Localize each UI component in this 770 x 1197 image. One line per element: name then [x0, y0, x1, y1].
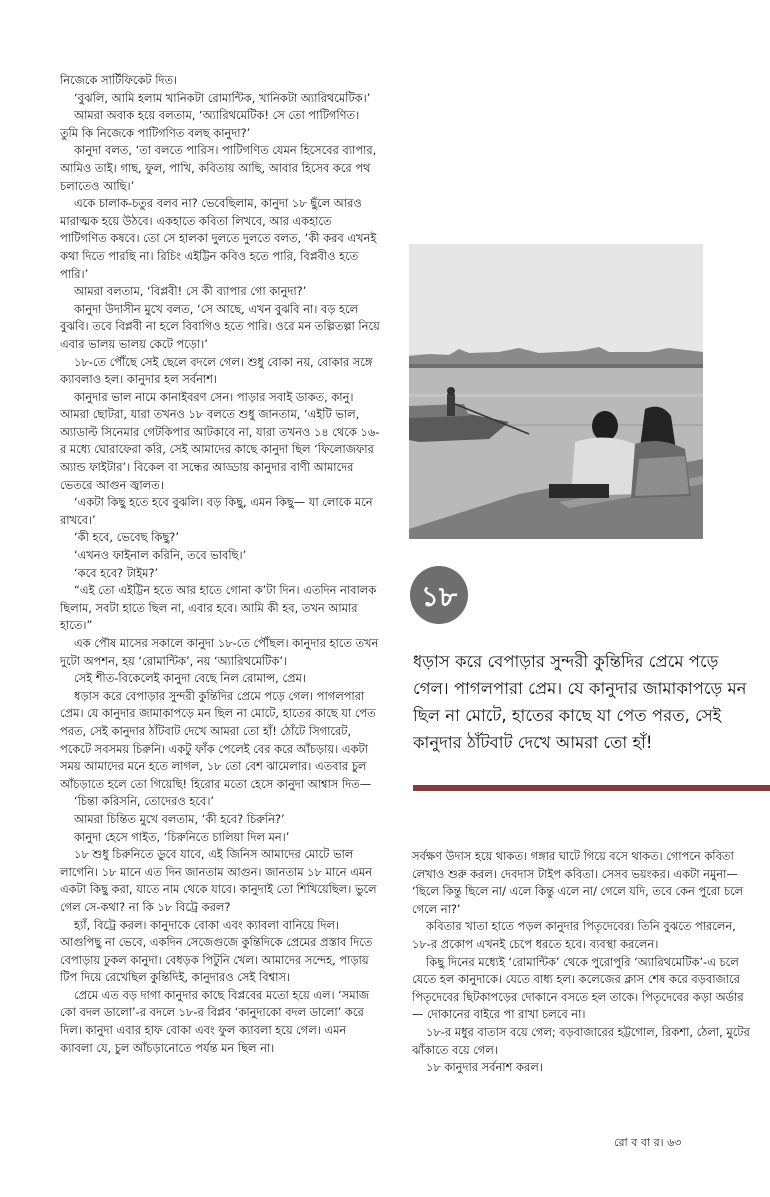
paragraph: কবিতার খাতা হাতে পড়ল কানুদার পিতৃদেবের। তিনি বুঝতে পারলেন, ১৮-র প্রকোপ এখনই চেপে ধরতে হবে। ব্যবস্থা করলেন। — [412, 919, 736, 951]
page-folio: রো ব বা র। ৬৩ — [614, 1136, 682, 1149]
paragraph: আমরা বলতাম, ‘বিপ্লবী! সে কী ব্যাপার গো কানুদা?’ — [74, 284, 307, 299]
paragraph: আমরা চিন্তিত মুখে বলতাম, ‘কী হবে? চিরুনি?’ — [74, 811, 285, 826]
paragraph: সর্বক্ষণ উদাস হয়ে থাকত। গঙ্গার ঘাটে গিয়ে বসে থাকত। গোপনে কবিতা লেখাও শুরু করল। দেবদাস টাইপ কবিতা। সেসব ভয়ংকর। একটা নমুনা— ‘ছিলে কিন্তু ছিলে না/ এলে কিন্তু এলে না/ গেলে যদি, তবে কেন পুরো চলে গেলে না?’ — [412, 849, 744, 916]
eighteen-logo-icon — [409, 565, 469, 625]
paragraph: ‘একটা কিছু হতে হবে বুঝলি। বড় কিছু, এমন কিছু— যা লোকে মনে রাখবে।’ — [60, 495, 373, 527]
paragraph: ‘কী হবে, ভেবেছ কিছু?’ — [74, 530, 179, 545]
paragraph: কিছু দিনের মধ্যেই ‘রোমান্টিক’ থেকে পুরোপুরি ‘অ্যারিথমেটিক’-এ চলে যেতে হল কানুদাকে। যেতে বাধ্য হল। কলেজের ক্লাস শেষ করে বড়বাজারে পিতৃদেবের ছিটকাপড়ের দোকানে বসতে হল তাকে। পিতৃদেবের কড়া অর্ডার— দোকানের বাইরে পা রাখা চলবে না। — [412, 954, 744, 1022]
article-column-right — [412, 848, 750, 1077]
paragraph: হ্যাঁ, বিট্রে করল। কানুদাকে বোকা এবং ক্যাবলা বানিয়ে দিল। আগুপিছু না ভেবে, একদিন সেজেগুজে কুন্তিদিকে প্রেমের প্রস্তাব দিতে বেপাড়ায় ঢুকল কানুদা। বেধড়ক পিটুনি খেল। আমাদের সন্দেহ, পাড়ায় টিপ দিয়ে রেখেছিল কুন্তিদিই, কানুদারও সেই বিশ্বাস। — [60, 917, 373, 985]
paragraph: নিজেকে সার্টিফিকেট দিত। — [60, 73, 178, 87]
paragraph: আমরা অবাক হয়ে বলতাম, ‘অ্যারিথমেটিক! সে তো পাটিগণিত। তুমি কি নিজেকে পাটিগণিত বলছ কানুদা?’ — [60, 108, 360, 140]
paragraph: একে চালাক-চতুর বলব না? ভেবেছিলাম, কানুদা ১৮ ছুঁলে আরও মারাত্মক হয়ে উঠবে। একহাতে কবিতা লিখবে, আর একহাতে পাটিগণিত কষবে। তো সে হালকা দুলতে দুলতে বলত, ‘কী করব এখনই কথা দিতে পারছি না। রিচিং এইট্টিন কবিও হতে পারি, বিপ্লবীও হতে পারি।’ — [60, 196, 377, 281]
paragraph: “এই তো এইট্টিন হতে আর হাতে গোনা ক’টা দিন। এতদিন নাবালক ছিলাম, সবটা হাতে ছিল না, এবার হবে। আমি কী হব, তখন আমার হাতে।” — [60, 583, 377, 633]
paragraph: ধড়াস করে বেপাড়ার সুন্দরী কুন্তিদির প্রেমে পড়ে গেল। পাগলপারা প্রেম। যে কানুদার জামাকাপড়ে মন ছিল না মোটে, হাতের কাছে যা পেত পরত, সেই কানুদার ঠাঁটবাট দেখে আমরা তো হাঁ! ঠোঁটে সিগারেট, পকেটে সবসময় চিরুনি। একটু ফাঁক পেলেই বের করে আঁচড়ায়। একটা সময় আমাদের মনে হতে লাগল, ১৮ তো বেশ ঝামেলার। এতবার চুল আঁচড়াতে হলে তো গিয়েছি! হিরোর মতো হেসে কানুদা আশ্বাস দিত— — [60, 688, 376, 791]
paragraph: ১৮-র মধুর বাতাস বয়ে গেল; বড়বাজারের হট্টগোল, রিকশা, ঠেলা, মুটের ঝাঁকাতে বয়ে গেল। — [412, 1024, 750, 1057]
eighteen-logo — [409, 565, 469, 629]
paragraph: কানুদা উদাসীন মুখে বলত, ‘সে আছে, এখন বুঝবি না। বড় হলে বুঝবি। তবে বিপ্লবী না হলে বিবাগিও হতে পারি। ওরে মন তল্পিতল্পা নিয়ে এবার ভালয় ভালয় কেটে পড়ো।’ — [60, 301, 380, 351]
paragraph: ১৮ কানুদার সর্বনাশ করল। — [426, 1060, 543, 1075]
paragraph: ‘কবে হবে? টাইম?’ — [74, 565, 159, 580]
paragraph: কানুদা হেসে গাইত, ‘চিরুনিতে চালিয়া দিল মন।’ — [74, 829, 290, 844]
paragraph: ‘এখনও ফাইনাল করিনি, তবে ভাবছি।’ — [74, 548, 247, 563]
paragraph: সেই শীত-বিকেলেই কানুদা বেছে নিল রোমান্স, প্রেম। — [74, 671, 306, 686]
paragraph: ১৮-তে পৌঁছে সেই ছেলে বদলে গেল। শুধু বোকা নয়, বোকার সঙ্গে ক্যাবলাও হল। কানুদার হল সর্বনাশ। — [60, 354, 373, 387]
paragraph: প্রেমে এত বড় দাগা কানুদার কাছে বিপ্লবের মতো হয়ে এল। ‘সমাজ কো বদল ডালো’-র বদলে ১৮-র বিপ্লব ‘কানুদাকো বদল ডালো’ করে দিল। কানুদা এবার হাফ বোকা এবং ফুল ক্যাবলা হয়ে গেল। এমন ক্যাবলা যে, চুল আঁচড়ানোতে পর্যন্ত মন ছিল না। — [60, 987, 370, 1055]
paragraph: কানুদা বলত, ‘তা বলতে পারিস। পাটিগণিত যেমন হিসেবের ব্যাপার, আমিও তাই। গাছ, ফুল, পাখি, কবিতায় আছি, আবার হিসেব করে পথ চলাতেও আছি।’ — [60, 143, 377, 193]
pull-quote: ধড়াস করে বেপাড়ার সুন্দরী কুন্তিদির প্রেমে পড়ে গেল। পাগলপারা প্রেম। যে কানুদার জামাকাপড়ে মন ছিল না মোটে, হাতের কাছে যা পেত পরত, সেই কানুদার ঠাঁটবাট দেখে আমরা তো হাঁ! — [413, 652, 747, 752]
paragraph: কানুদার ভাল নামে কানাইবরণ সেন। পাড়ার সবাই ডাকত, কানু। আমরা ছোটরা, যারা তখনও ১৮ বলতে শুধু জানতাম, ‘এইটি ভাল, অ্যাডাল্ট সিনেমার গেটকিপার আটকাবে না, যারা তখনও ১৪ থেকে ১৬-র মধ্যে ঘোরাফেরা করি, সেই আমাদের কাছে কানুদা ছিল ‘ফিলোজফার অ্যান্ড ফাইটার’। বিকেল বা সন্ধের আড্ডায় কানুদার বাণী আমাদের ভেতরে আগুন জ্বালত। — [60, 389, 380, 492]
paragraph: ‘চিন্তা করিসনি, তোদেরও হবে।’ — [74, 794, 215, 809]
logo-glyph: ১৮ — [420, 580, 458, 613]
river-scene-image — [409, 244, 703, 539]
section-rule — [413, 785, 770, 791]
paragraph: ১৮ শুধু চিরুনিতে ডুবে যাবে, এই জিনিস আমাদের মোটে ভাল লাগেনি। ১৮ মানে এত দিন জানতাম আগুন। জানতাম ১৮ মানে এমন একটা কিছু করা, যাতে নাম থেকে যাবে। কানুদাই তো শিখিয়েছিল। ভুলে গেল সে-কথা? না কি ১৮ বিট্রে করল? — [60, 847, 377, 914]
paragraph: ‘বুঝলি, আমি হলাম খানিকটা রোমান্টিক, খানিকটা অ্যারিথমেটিক।’ — [74, 90, 371, 105]
paragraph: এক পৌষ মাসের সকালে কানুদা ১৮-তে পৌঁছল। কানুদার হাতে তখন দুটো অপশন, হয় ‘রোমান্টিক’, নয় ‘অ্যারিথমেটিক’। — [60, 636, 379, 668]
article-column-left — [60, 72, 380, 1057]
article-photo — [409, 244, 703, 539]
